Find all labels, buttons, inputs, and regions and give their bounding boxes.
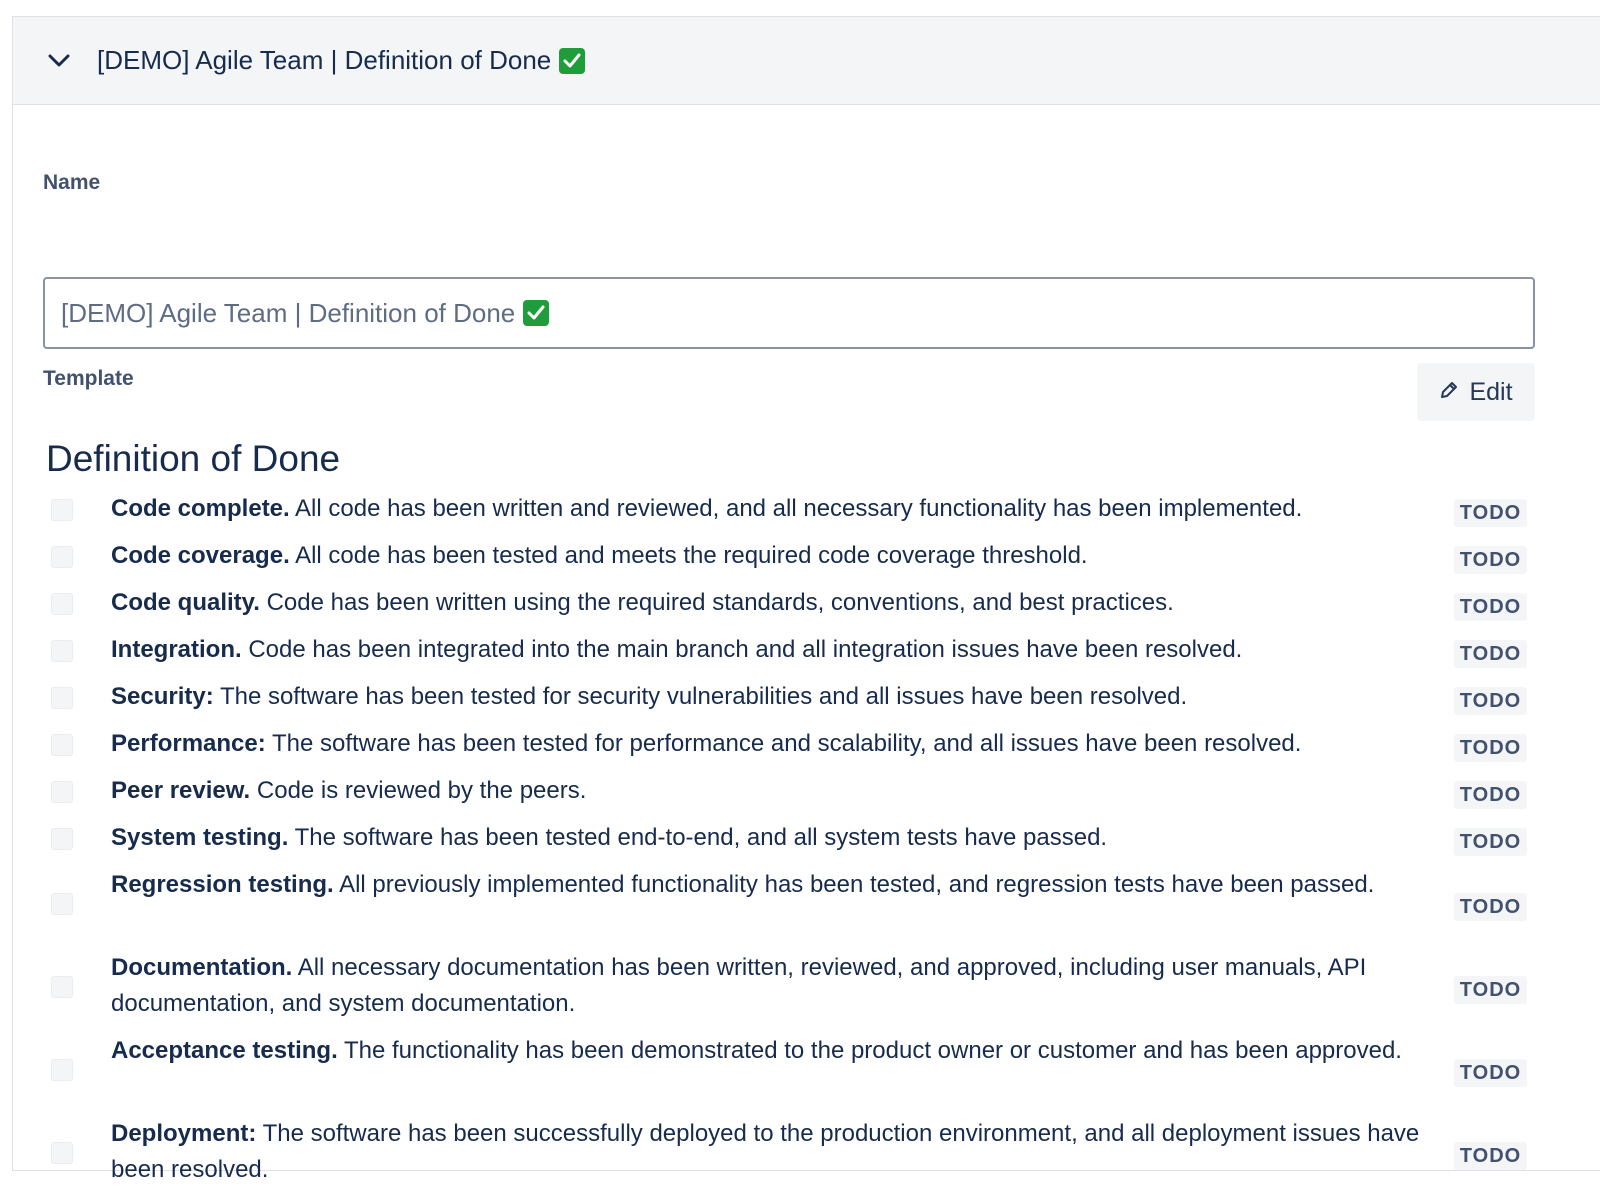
item-title: Integration. — [111, 636, 242, 663]
checklist-item-text — [111, 773, 1441, 809]
checkbox[interactable] — [51, 828, 73, 850]
item-body: The software has been tested for security vulnerabilities and all issues have been resolved. — [219, 683, 1188, 710]
checklist-item-text — [111, 726, 1441, 762]
check-mark-icon — [523, 300, 549, 326]
name-input-value: [DEMO] Agile Team | Definition of Done — [61, 297, 516, 328]
checkbox[interactable] — [51, 734, 73, 756]
checklist-item-text — [111, 950, 1441, 1022]
checklist-item-text — [111, 867, 1441, 903]
item-title: Code complete. — [111, 495, 290, 522]
template-panel — [12, 16, 1600, 1183]
status-badge: TODO — [1454, 828, 1527, 856]
checkbox[interactable] — [51, 1059, 73, 1081]
checkbox[interactable] — [51, 781, 73, 803]
name-label: Name — [43, 171, 101, 194]
status-badge: TODO — [1454, 499, 1527, 527]
status-badge: TODO — [1454, 734, 1527, 762]
item-body: The functionality has been demonstrated to the product owner or customer and has been approved. — [343, 1037, 1402, 1064]
item-body: Code has been integrated into the main branch and all integration issues have been resolved. — [248, 636, 1243, 663]
panel-title-text: [DEMO] Agile Team | Definition of Done — [97, 45, 552, 75]
status-badge: TODO — [1454, 893, 1527, 921]
edit-button[interactable] — [1417, 363, 1535, 421]
status-badge: TODO — [1454, 687, 1527, 715]
item-body: The software has been successfully deployed to the production environment, and all deployment issues have been resolved. — [111, 1120, 1420, 1183]
item-body: The software has been tested end-to-end, and all system tests have passed. — [294, 824, 1108, 851]
checklist-item-text — [111, 1033, 1441, 1069]
status-badge: TODO — [1454, 976, 1527, 1004]
status-badge: TODO — [1454, 781, 1527, 809]
checklist-item-text — [111, 1116, 1441, 1188]
checkbox[interactable] — [51, 976, 73, 998]
item-body: Code is reviewed by the peers. — [256, 777, 587, 804]
status-badge: TODO — [1454, 1142, 1527, 1170]
item-title: Code quality. — [111, 589, 260, 616]
document-heading: Definition of Done — [46, 438, 341, 479]
panel-title — [97, 45, 585, 76]
checkbox[interactable] — [51, 499, 73, 521]
status-badge: TODO — [1454, 640, 1527, 668]
status-badge: TODO — [1454, 1059, 1527, 1087]
item-title: Peer review. — [111, 777, 251, 804]
item-title: Performance: — [111, 730, 266, 757]
item-title: Documentation. — [111, 954, 293, 981]
status-badge: TODO — [1454, 593, 1527, 621]
item-title: Regression testing. — [111, 871, 334, 898]
template-label: Template — [43, 367, 134, 390]
status-badge: TODO — [1454, 546, 1527, 574]
checklist-item-text — [111, 538, 1441, 574]
item-title: System testing. — [111, 824, 289, 851]
checklist-item-text — [111, 820, 1441, 856]
edit-button-label: Edit — [1469, 377, 1513, 406]
checkbox[interactable] — [51, 1142, 73, 1164]
item-title: Acceptance testing. — [111, 1037, 338, 1064]
item-body: All necessary documentation has been written, reviewed, and approved, including user manuals, API documentation, and system documentation. — [111, 954, 1367, 1017]
checkbox[interactable] — [51, 546, 73, 568]
item-title: Security: — [111, 683, 214, 710]
checklist-item-text — [111, 585, 1441, 621]
pencil-icon — [1439, 378, 1459, 407]
checklist-item-text — [111, 632, 1441, 668]
chevron-down-icon[interactable] — [45, 47, 73, 75]
item-body: All code has been written and reviewed, and all necessary functionality has been implemented. — [295, 495, 1303, 522]
item-body: All previously implemented functionality has been tested, and regression tests have been passed. — [339, 871, 1375, 898]
item-body: The software has been tested for performance and scalability, and all issues have been resolved. — [271, 730, 1302, 757]
checklist-item-text — [111, 679, 1441, 715]
item-body: All code has been tested and meets the required code coverage threshold. — [295, 542, 1088, 569]
checkbox[interactable] — [51, 893, 73, 915]
checkbox[interactable] — [51, 640, 73, 662]
item-title: Code coverage. — [111, 542, 290, 569]
item-body: Code has been written using the required standards, conventions, and best practices. — [266, 589, 1174, 616]
item-title: Deployment: — [111, 1120, 257, 1147]
name-input[interactable] — [43, 277, 1535, 349]
checkbox[interactable] — [51, 687, 73, 709]
panel-header[interactable] — [13, 17, 1600, 105]
check-mark-icon — [559, 48, 585, 74]
checkbox[interactable] — [51, 593, 73, 615]
checklist-item-text — [111, 491, 1441, 527]
